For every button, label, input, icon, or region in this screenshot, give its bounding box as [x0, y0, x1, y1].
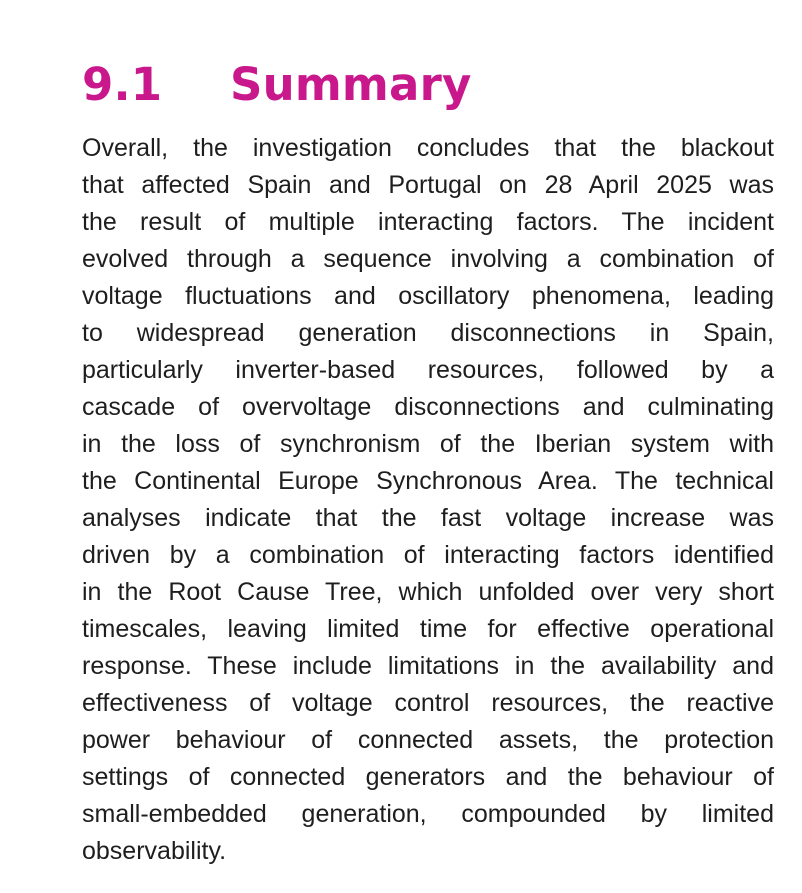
- paragraph-line: timescales, leaving limited time for effective operational: [82, 615, 774, 643]
- paragraph-line: settings of connected generators and the behaviour of: [82, 763, 774, 791]
- section-title: Summary: [230, 57, 472, 111]
- summary-paragraph: [82, 130, 774, 870]
- paragraph-line: response. These include limitations in the availability and: [82, 652, 774, 680]
- paragraph-line: the Continental Europe Synchronous Area. The technical: [82, 467, 774, 495]
- paragraph-line: analyses indicate that the fast voltage increase was: [82, 504, 774, 532]
- paragraph-line: Overall, the investigation concludes that the blackout: [82, 134, 774, 162]
- paragraph-line: evolved through a sequence involving a combination of: [82, 245, 774, 273]
- paragraph-line: in the Root Cause Tree, which unfolded over very short: [82, 578, 774, 606]
- section-number: 9.1: [82, 57, 163, 111]
- paragraph-line: observability.: [82, 837, 227, 865]
- paragraph-line: in the loss of synchronism of the Iberian system with: [82, 430, 774, 458]
- paragraph-line: voltage fluctuations and oscillatory phenomena, leading: [82, 282, 774, 310]
- paragraph-line: effectiveness of voltage control resources, the reactive: [82, 689, 774, 717]
- paragraph-line: driven by a combination of interacting factors identified: [82, 541, 774, 569]
- paragraph-line: the result of multiple interacting factors. The incident: [82, 208, 774, 236]
- paragraph-line: small-embedded generation, compounded by limited: [82, 800, 774, 828]
- paragraph-line: power behaviour of connected assets, the protection: [82, 726, 774, 754]
- paragraph-line: to widespread generation disconnections in Spain,: [82, 319, 774, 347]
- paragraph-line: that affected Spain and Portugal on 28 April 2025 was: [82, 171, 774, 199]
- paragraph-line: particularly inverter-based resources, followed by a: [82, 356, 774, 384]
- section-heading: [82, 52, 472, 116]
- paragraph-line: cascade of overvoltage disconnections and culminating: [82, 393, 774, 421]
